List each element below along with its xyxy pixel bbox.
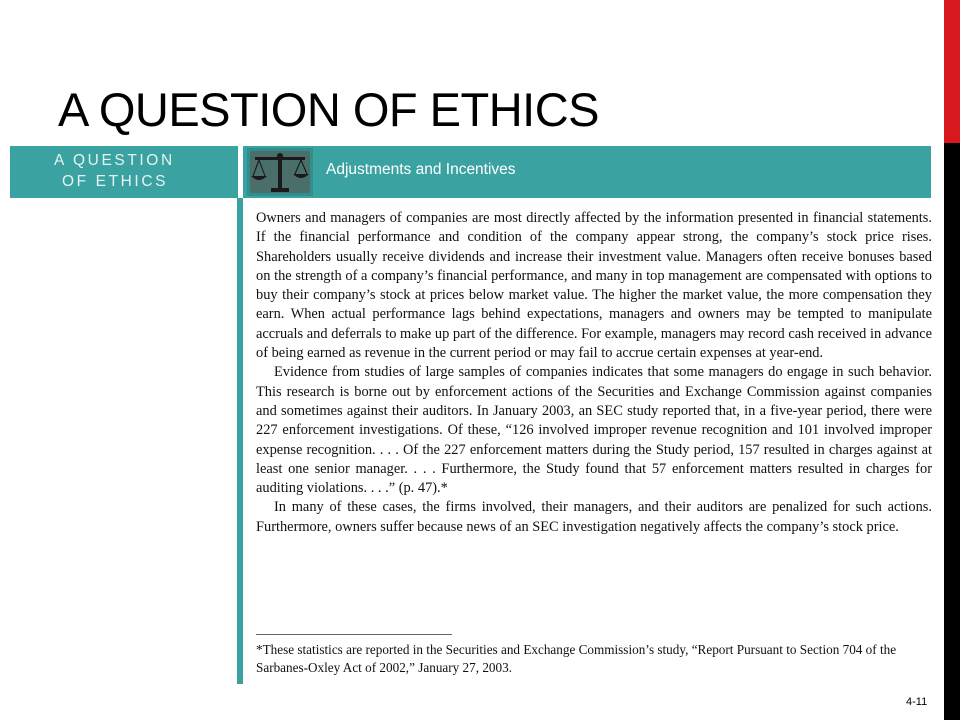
banner-divider	[238, 146, 243, 198]
body-paragraph-2: Evidence from studies of large samples of companies indicates that some managers do engage in such behavior. This research is borne out by enforcement actions of the Securities and Exchange Commission against companies and sometimes against their auditors. In January 2003, an SEC study reported that, in a five-year period, there were 227 enforcement investigations. Of these, “126 involved improper revenue recognition and 101 involved improper expense recognition. . . . Of the 227 enforcement matters during the Study period, 157 resulted in charges against at least one senior manager. . . . Furthermore, the Study found that 57 enforcement matters resulted in charges for auditing violations. . . .” (p. 47).*	[256, 364, 932, 497]
body-paragraph-3: In many of these cases, the firms involved, their managers, and their auditors are penalized for such actions. Furthermore, owners suffer because news of an SEC investigation negatively affects the company’s stock price.	[256, 499, 932, 535]
body-paragraph-1: Owners and managers of companies are most directly affected by the information presented in financial statements. If the financial performance and condition of the company appear strong, the company’s stock price rises. Shareholders usually receive dividends and increase their investment value. Managers often receive bonuses based on the strength of a company’s financial performance, and many in top management are compensated with options to buy their company’s stock at prices below market value. The higher the market value, the more compensation they earn. When actual performance lags behind expectations, managers and owners may be tempted to manipulate accruals and deferrals to make up part of the difference. For example, managers may record cash received in advance of being earned as revenue in the current period or may fail to accrue certain expenses at year-end.	[256, 210, 932, 362]
slide-accent-bar	[944, 0, 960, 720]
banner-label	[10, 146, 238, 198]
slide-title: A QUESTION OF ETHICS	[58, 83, 600, 136]
content-side-rule	[237, 198, 243, 684]
ethics-banner	[10, 146, 931, 198]
footnote: *These statistics are reported in the Securities and Exchange Commission’s study, “Report Pursuant to Section 704 of the Sarbanes-Oxley Act of 2002,” January 27, 2003.	[256, 642, 897, 675]
banner-label-line2: OF ETHICS	[62, 173, 169, 190]
page-number: 4-11	[906, 696, 928, 708]
section-title: Adjustments and Incentives	[326, 161, 516, 178]
footnote-divider	[256, 634, 452, 635]
article-body	[256, 209, 932, 537]
banner-label-line1: A QUESTION	[54, 152, 175, 169]
scales-of-justice-icon	[247, 148, 313, 196]
